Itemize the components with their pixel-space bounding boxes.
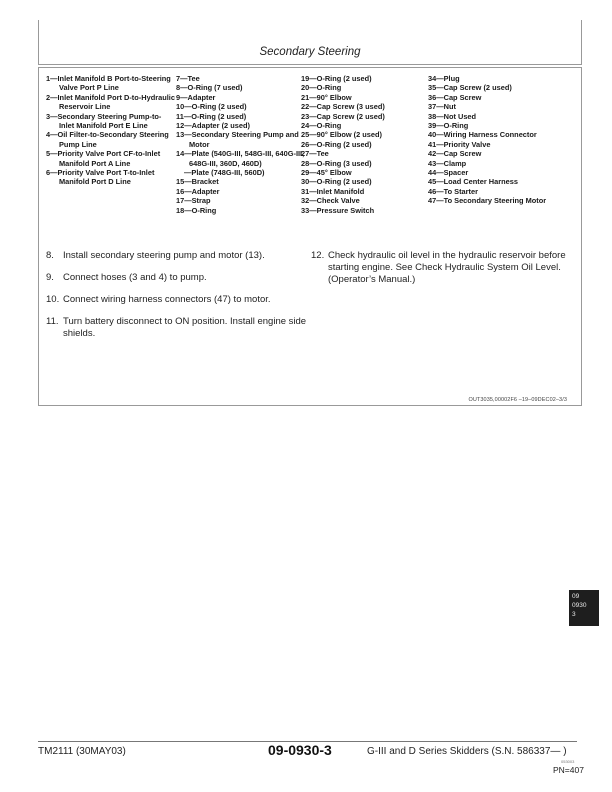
- tab-page: 3: [572, 611, 576, 618]
- footer-page-number: 09-0930-3: [268, 742, 332, 758]
- legend-item: 32—Check Valve: [301, 196, 360, 206]
- content-panel: [38, 67, 582, 406]
- legend-item: 5—Priority Valve Port CF-to-Inlet Manifold Port A Line: [46, 149, 161, 168]
- step-8: [46, 250, 316, 262]
- step-text: Turn battery disconnect to ON position. Install engine side shields.: [63, 316, 307, 339]
- step-text: Check hydraulic oil level in the hydraulic reservoir before starting engine. See Check Hydraulic System Oil Level. (Operator’s Manual.): [328, 250, 566, 285]
- procedure-steps-left: [46, 250, 316, 350]
- legend-item: 14—Plate (540G-III, 548G-III, 640G-III, 648G-III, 360D, 460D): [176, 149, 305, 168]
- legend-column-4: [428, 74, 578, 206]
- legend-item: 4—Oil Filter-to-Secondary Steering Pump Line: [46, 130, 169, 149]
- footer-model-info: G-III and D Series Skidders (S.N. 586337— ): [367, 746, 567, 757]
- legend-item: 39—O-Ring: [428, 121, 469, 131]
- legend-item: 35—Cap Screw (2 used): [428, 83, 512, 93]
- step-10: [46, 294, 316, 306]
- legend-item: 42—Cap Screw: [428, 149, 482, 159]
- legend-column-3: [301, 74, 431, 215]
- legend-item: —Plate (748G-III, 560D): [184, 168, 265, 178]
- legend-item: 47—To Secondary Steering Motor: [428, 196, 547, 206]
- step-text: Connect wiring harness connectors (47) to motor.: [63, 294, 271, 305]
- legend-column-2: [176, 74, 306, 215]
- legend-item: 16—Adapter: [176, 186, 220, 196]
- step-text: Connect hoses (3 and 4) to pump.: [63, 272, 207, 283]
- legend-item: 44—Spacer: [428, 168, 469, 178]
- legend-item: 26—O-Ring (2 used): [301, 139, 372, 149]
- step-number: 8.: [46, 250, 54, 261]
- legend-item: 40—Wiring Harness Connector: [428, 130, 537, 140]
- legend-item: 6—Priority Valve Port T-to-Inlet Manifold Port D Line: [46, 168, 155, 187]
- legend-item: 25—90° Elbow (2 used): [301, 130, 382, 140]
- reference-code: OUT3035,00002F6 –19–09DEC02–3/3: [468, 397, 567, 403]
- legend-item: 7—Tee: [176, 74, 200, 83]
- section-header: [38, 20, 582, 65]
- legend-item: 21—90° Elbow: [301, 92, 352, 102]
- step-number: 10.: [46, 294, 60, 305]
- step-number: 11.: [46, 316, 59, 327]
- legend-item: 28—O-Ring (3 used): [301, 158, 372, 168]
- tab-section: 0930: [572, 602, 587, 609]
- legend-item: 46—To Starter: [428, 186, 478, 196]
- parts-legend: [46, 74, 576, 254]
- legend-item: 18—O-Ring: [176, 205, 217, 215]
- step-9: [46, 272, 316, 284]
- legend-item: 33—Pressure Switch: [301, 205, 375, 215]
- legend-item: 22—Cap Screw (3 used): [301, 102, 385, 112]
- footer-print-code: 053003: [561, 759, 575, 764]
- legend-item: 9—Adapter: [176, 92, 216, 102]
- step-11: [46, 316, 316, 340]
- legend-item: 12—Adapter (2 used): [176, 121, 250, 131]
- legend-item: 24—O-Ring: [301, 121, 342, 131]
- legend-item: 2—Inlet Manifold Port D-to-Hydraulic Reservoir Line: [46, 92, 175, 112]
- legend-item: 20—O-Ring: [301, 83, 342, 93]
- section-tab-marker: [569, 590, 599, 626]
- legend-item: 38—Not Used: [428, 111, 477, 121]
- legend-item: 29—45° Elbow: [301, 168, 352, 178]
- legend-item: 34—Plug: [428, 74, 460, 83]
- legend-item: 10—O-Ring (2 used): [176, 102, 247, 112]
- tab-group: 09: [572, 593, 580, 600]
- legend-item: 19—O-Ring (2 used): [301, 74, 372, 83]
- legend-item: 27—Tee: [301, 149, 329, 159]
- step-text: Install secondary steering pump and motor (13).: [63, 250, 265, 261]
- legend-item: 37—Nut: [428, 102, 456, 112]
- procedure-steps-right: [311, 250, 571, 296]
- step-12: [311, 250, 571, 286]
- legend-item: 30—O-Ring (2 used): [301, 177, 372, 187]
- legend-item: 3—Secondary Steering Pump-to-Inlet Manifold Port E Line: [46, 111, 162, 131]
- legend-item: 41—Priority Valve: [428, 139, 491, 149]
- legend-item: 17—Strap: [176, 196, 211, 206]
- legend-item: 31—Inlet Manifold: [301, 186, 365, 196]
- legend-item: 36—Cap Screw: [428, 92, 482, 102]
- step-number: 9.: [46, 272, 54, 283]
- footer-manual-id: TM2111 (30MAY03): [38, 746, 126, 757]
- footer-pn: PN=407: [553, 765, 584, 775]
- legend-item: 23—Cap Screw (2 used): [301, 111, 385, 121]
- legend-item: 43—Clamp: [428, 158, 467, 168]
- legend-column-1: [46, 74, 176, 187]
- legend-item: 15—Bracket: [176, 177, 219, 187]
- legend-item: 11—O-Ring (2 used): [176, 111, 247, 121]
- step-number: 12.: [311, 250, 325, 261]
- legend-item: 8—O-Ring (7 used): [176, 83, 243, 93]
- legend-item: 13—Secondary Steering Pump and Motor: [176, 130, 299, 149]
- section-title: Secondary Steering: [259, 46, 361, 58]
- legend-item: 45—Load Center Harness: [428, 177, 518, 187]
- legend-item: 1—Inlet Manifold B Port-to-Steering Valve Port P Line: [46, 74, 171, 93]
